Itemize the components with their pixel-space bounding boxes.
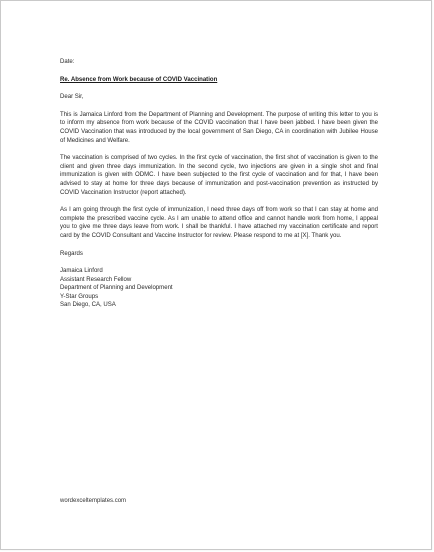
letter-body	[60, 58, 378, 310]
closing: Regards	[60, 250, 83, 257]
signature-title: Assistant Research Fellow	[60, 276, 132, 283]
footer-website: wordexceltemplates.com	[60, 498, 127, 504]
paragraph-introduction: This is Jamaica Linford from the Department of Planning and Development. The purpose of writing this letter to you is to inform my absence from work because of the COVID vaccination that I have been jabbed. I have been given the COVID Vaccination that was introduced by the local government of San Diego, CA in coordination with Jubilee House of Medicines and Welfare.	[60, 111, 378, 144]
signature-block	[60, 267, 378, 310]
paragraph-leave-request: As I am going through the first cycle of immunization, I need three days off from work so that I can stay at home and complete the prescribed vaccine cycle. As I am unable to attend office and cannot handle work from home, I appeal you to give me three days leave from work. I shall be thankful. I have attached my vaccination certificate and report card by the COVID Consultant and Vaccine Instructor for review. Please respond to me at [X]. Thank you.	[60, 207, 378, 239]
subject-line: Re. Absence from Work because of COVID Vaccination	[60, 76, 218, 83]
signature-location: San Diego, CA, USA	[60, 302, 116, 309]
date-label: Date:	[60, 59, 75, 65]
signature-name: Jamaica Linford	[60, 268, 103, 275]
signature-company: Y-Star Groups	[60, 293, 99, 300]
salutation: Dear Sir,	[60, 94, 84, 101]
signature-department: Department of Planning and Development	[60, 285, 173, 292]
paragraph-vaccination-details: The vaccination is comprised of two cycles. In the first cycle of vaccination, the first shot of vaccination is given to the client and given three days immunization. In the second cycle, two injections are given in a single shot and final immunization is given with ODMC. I have been subjected to the first cycle of vaccination and for that, I have been advised to stay at home for three days because of immunization and post-vaccination prevention as instructed by COVID Vaccination Instructor (report attached).	[60, 155, 378, 196]
